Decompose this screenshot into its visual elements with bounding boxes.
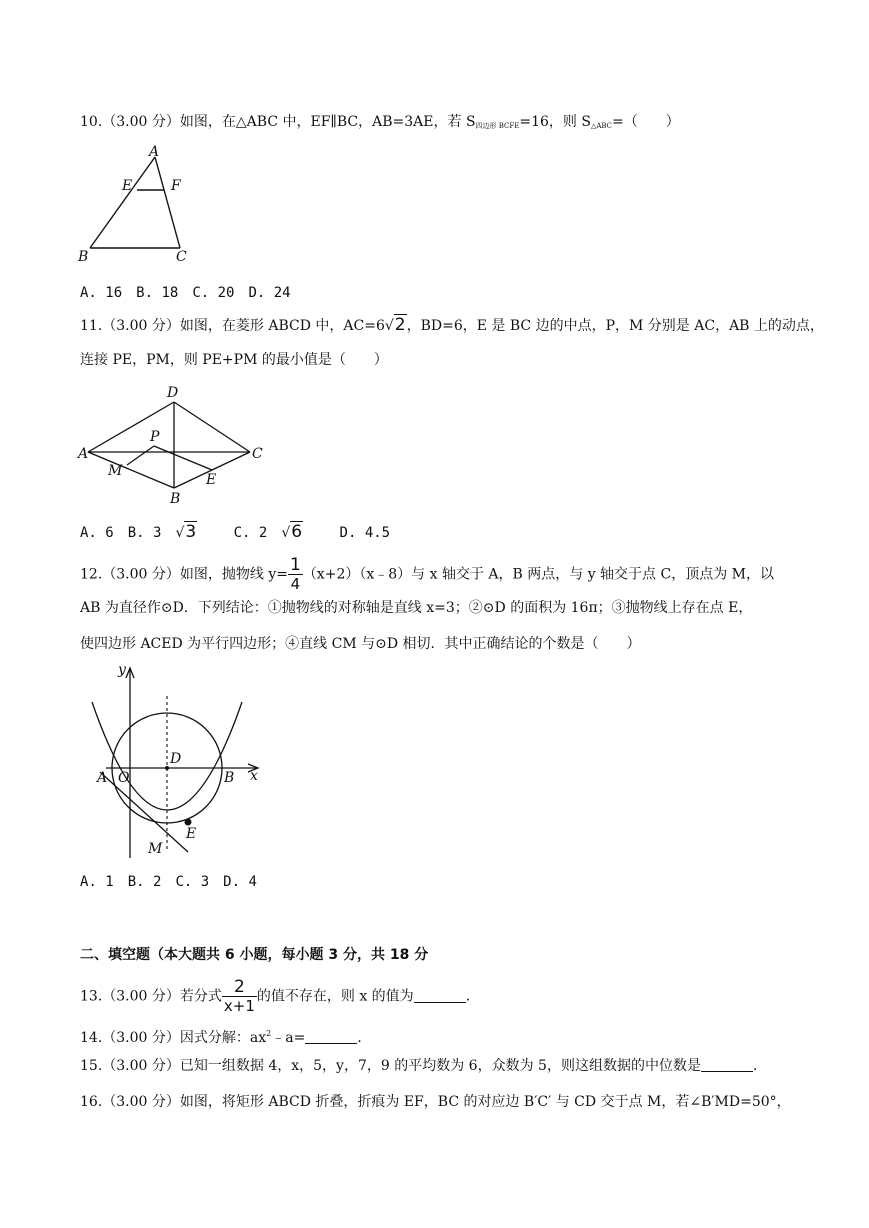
question-score: （3.00 分） [102,1094,180,1110]
answer-blank[interactable] [305,1029,357,1044]
section-2-title: 二、填空题（本大题共 6 小题，每小题 3 分，共 18 分 [80,947,429,963]
label-c: C [176,249,187,265]
question-12-text-line2: AB 为直径作⊙D．下列结论：①抛物线的对称轴是直线 x=3；②⊙D 的面积为 16π；③抛物线上存在点 E， [80,600,753,616]
question-16-text: 16.（3.00 分）如图，将矩形 ABCD 折叠，折痕为 EF，BC 的对应边 B′C′ 与 CD 交于点 M，若∠B′MD=50°， [80,1094,791,1110]
option-d: D. 4 [223,874,257,890]
question-number: 13. [80,988,103,1005]
question-number: 16. [80,1094,103,1110]
label-d: D [170,751,182,767]
label-b: B [170,491,181,507]
option-c: C. 3 [175,874,210,890]
triangle-figure [70,140,210,270]
label-a: A [97,770,108,786]
question-score: （3.00 分） [102,988,180,1005]
option-d: D. 24 [248,285,291,301]
parabola-circle-figure [70,660,270,865]
label-a: A [78,446,89,462]
label-b: B [78,249,89,265]
question-11-options [80,522,404,542]
label-m: M [148,841,163,857]
label-e: E [122,178,133,194]
label-c: C [252,446,263,462]
question-12-text-line3: 使四边形 ACED 为平行四边形；④直线 CM 与⊙D 相切．其中正确结论的个数是（ ） [80,636,641,652]
label-d: D [167,385,179,401]
answer-blank[interactable] [701,1057,753,1072]
answer-blank[interactable] [414,988,466,1003]
fraction-one-quarter: $\frac{1}{4}$ [289,555,301,593]
label-p: P [150,429,160,445]
option-d: D. 4.5 [339,525,391,541]
question-score: （3.00 分） [102,114,180,130]
label-y: y [118,662,126,678]
option-b: B. 18 [136,285,179,301]
question-12-text: 12.（3.00 分）如图，抛物线 y= $\frac{1}{4}$ （x+2）（x﹣8）与 x 轴交于 A，B 两点，与 y 轴交于点 C，顶点为 M，以 [80,555,774,593]
question-13-text: 13.（3.00 分）若分式 $\frac{2}{x+1}$ 的值不存在，则 x 的值为 ． [80,977,480,1015]
question-11-text: 11.（3.00 分）如图，在菱形 ABCD 中，AC=6√2，BD=6，E 是 BC 边的中点，P，M 分别是 AC，AB 上的动点， [80,315,824,335]
question-10-options [80,285,305,301]
question-score: （3.00 分） [102,1058,180,1074]
rhombus-figure [70,380,290,510]
option-c: C. 20 [192,285,235,301]
question-number: 14. [80,1030,103,1046]
question-12-options [80,874,271,890]
question-score: （3.00 分） [102,1030,180,1046]
question-number: 10. [80,114,103,130]
option-b: B. 2 [127,874,162,890]
label-m: M [108,463,123,479]
sqrt-2: √2 [384,315,406,335]
option-c: C. 2 √6 [233,522,303,542]
option-a: A. 1 [80,874,114,890]
label-o: O [118,770,130,786]
question-score: （3.00 分） [102,566,180,583]
question-number: 12. [80,566,103,583]
label-e: E [206,472,217,488]
label-a: A [149,144,160,160]
label-b: B [224,770,235,786]
question-score: （3.00 分） [102,318,180,334]
question-number: 15. [80,1058,103,1074]
label-x: x [250,768,258,784]
option-a: A. 6 [80,525,114,541]
question-15-text: 15.（3.00 分）已知一组数据 4，x，5，y，7，9 的平均数为 6，众数为 5，则这组数据的中位数是 ． [80,1058,767,1074]
question-10-text: 10.（3.00 分）如图，在△ABC 中，EF∥BC，AB=3AE，若 $S_{四边形 BCFE}=16$，则 $S_{\triangle ABC}=$（ ） [80,114,680,130]
option-a: A. 16 [80,285,123,301]
question-11-text-line2: 连接 PE，PM，则 PE+PM 的最小值是（ ） [80,352,388,368]
question-number: 11. [80,318,103,334]
question-14-text: 14.（3.00 分）因式分解：$ax^2﹣a=$ ． [80,1029,372,1046]
label-e: E [186,826,197,842]
label-f: F [171,178,181,194]
option-b: B. 3 √3 [127,522,197,542]
fraction-2-over-x-plus-1: $\frac{2}{x+1}$ [223,977,255,1015]
